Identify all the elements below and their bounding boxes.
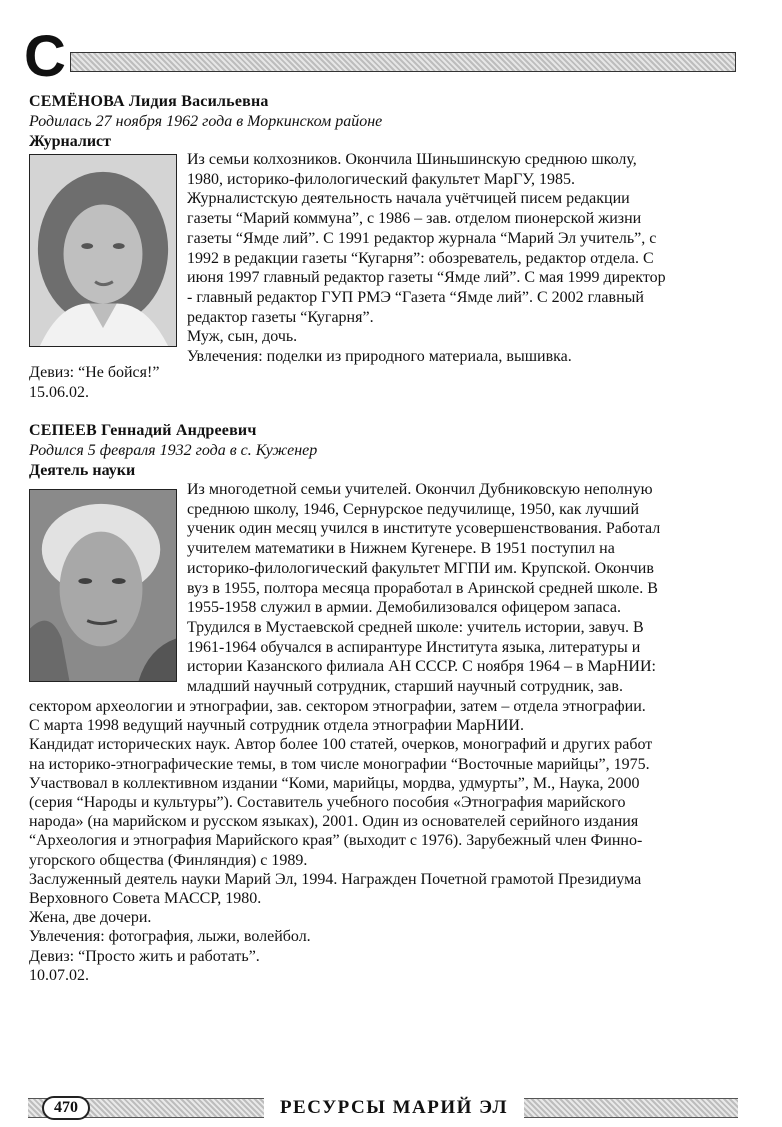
biography-entry — [29, 92, 741, 401]
text-line: на историко-этнографические темы, в том числе монографии “Восточные марийцы”, 1975. — [29, 755, 650, 773]
text-line: младший научный сотрудник, старший научный сотрудник, зав. — [187, 678, 623, 696]
text-line: истории Казанского филиала АН СССР. С ноября 1964 – в МарНИИ: — [187, 658, 656, 676]
header-decorative-bar — [70, 52, 736, 72]
text-line: Участвовал в коллективном издании “Коми, марийцы, мордва, удмурты”, М., Наука, 2000 — [29, 774, 640, 792]
profession: Журналист — [29, 133, 112, 150]
motto: Девиз: “Просто жить и работать”. — [29, 947, 260, 965]
birth-info: Родилась 27 ноября 1962 года в Моркинском районе — [29, 113, 383, 130]
text-line: Заслуженный деятель науки Марий Эл, 1994. Награжден Почетной грамотой Президиума — [29, 870, 642, 888]
text-line: Из многодетной семьи учителей. Окончил Дубниковскую неполную — [187, 481, 653, 498]
text-line: июня 1997 главный редактор газеты “Ямде лий”. С мая 1999 директор — [187, 269, 666, 287]
text-line: Жена, две дочери. — [29, 909, 152, 927]
entry-footer-text — [29, 363, 741, 402]
biography-entry — [29, 421, 741, 984]
text-line: газеты “Ямде лий”. С 1991 редактор журнала “Марий Эл учитель”, с — [187, 229, 657, 247]
text-line: историко-филологический факультет МГПИ им. Крупской. Окончив — [187, 559, 654, 577]
text-line: народа» (на марийском и русском языках), 2001. Один из основателей серийного издания — [29, 813, 639, 831]
motto: Девиз: “Не бойся!” — [29, 364, 160, 381]
text-line: ученик один месяц учился в институте усовершенствования. Работал — [187, 520, 661, 538]
page-footer — [28, 1096, 738, 1120]
biography-text — [187, 480, 737, 697]
text-line: учителем математики в Нижнем Кугенере. В 1951 поступил на — [187, 540, 615, 558]
text-line: С марта 1998 ведущий научный сотрудник отдела этнографии МарНИИ. — [29, 717, 524, 735]
text-line: Муж, сын, дочь. — [187, 328, 298, 346]
text-line: редактор газеты “Кугарня”. — [187, 308, 374, 326]
birth-info: Родился 5 февраля 1932 года в с. Куженер — [29, 442, 318, 459]
entry-date: 10.07.02. — [29, 966, 89, 984]
page-number: 470 — [42, 1096, 90, 1120]
text-line: газеты “Марий коммуна”, с 1986 – зав. отделом пионерской жизни — [187, 210, 642, 228]
text-line: Журналистскую деятельность начала учётчицей писем редакции — [187, 190, 630, 208]
text-line: 1961-1964 обучался в аспирантуре Института языка, литературы и — [187, 638, 641, 656]
footer-title: РЕСУРСЫ МАРИЙ ЭЛ — [264, 1097, 524, 1119]
entry-date: 15.06.02. — [29, 383, 89, 401]
text-line: Трудился в Мустаевской средней школе: учитель истории, завуч. В — [187, 618, 644, 636]
profession: Деятель науки — [29, 462, 136, 479]
person-name: СЕМЁНОВА Лидия Васильевна — [29, 93, 269, 110]
section-letter: С — [24, 24, 66, 89]
text-line: Верховного Совета МАССР, 1980. — [29, 890, 262, 908]
portrait-woman-photo — [29, 154, 177, 347]
text-line: Кандидат исторических наук. Автор более 100 статей, очерков, монографий и других работ — [29, 736, 653, 754]
text-line: 1980, историко-филологический факультет МарГУ, 1985. — [187, 170, 576, 188]
text-line: среднюю школу, 1946, Сернурское педучилище, 1950, как лучший — [187, 500, 639, 518]
text-line: - главный редактор ГУП РМЭ “Газета “Ямде лий”. С 2002 главный — [187, 288, 644, 306]
text-line: угорского общества (Финляндия) с 1989. — [29, 851, 308, 869]
text-line: “Археология и этнография Марийского края” (выходит с 1976). Зарубежный член Финно- — [29, 832, 643, 850]
text-line: вуз в 1955, полтора месяца проработал в Аринской средней школе. В — [187, 579, 658, 597]
text-line: Увлечения: поделки из природного материала, вышивка. — [187, 348, 572, 366]
text-line: 1955-1958 служил в армии. Демобилизовался офицером запаса. — [187, 599, 621, 617]
text-line: 1992 в редакции газеты “Кугарня”: обозреватель, редактор отдела. С — [187, 249, 654, 267]
text-line: Увлечения: фотография, лыжи, волейбол. — [29, 928, 311, 946]
biography-text — [187, 150, 737, 367]
text-line: (серия “Народы и культуры”). Составитель учебного пособия «Этнография марийского — [29, 794, 626, 812]
biography-text-continued — [29, 697, 741, 985]
text-line: Из семьи колхозников. Окончила Шиньшинскую среднюю школу, — [187, 151, 637, 168]
person-name: СЕПЕЕВ Геннадий Андреевич — [29, 422, 257, 439]
portrait-man-photo — [29, 489, 177, 682]
text-line: сектором археологии и этнографии, зав. сектором этнографии, затем – отдела этнографии. — [29, 698, 646, 715]
